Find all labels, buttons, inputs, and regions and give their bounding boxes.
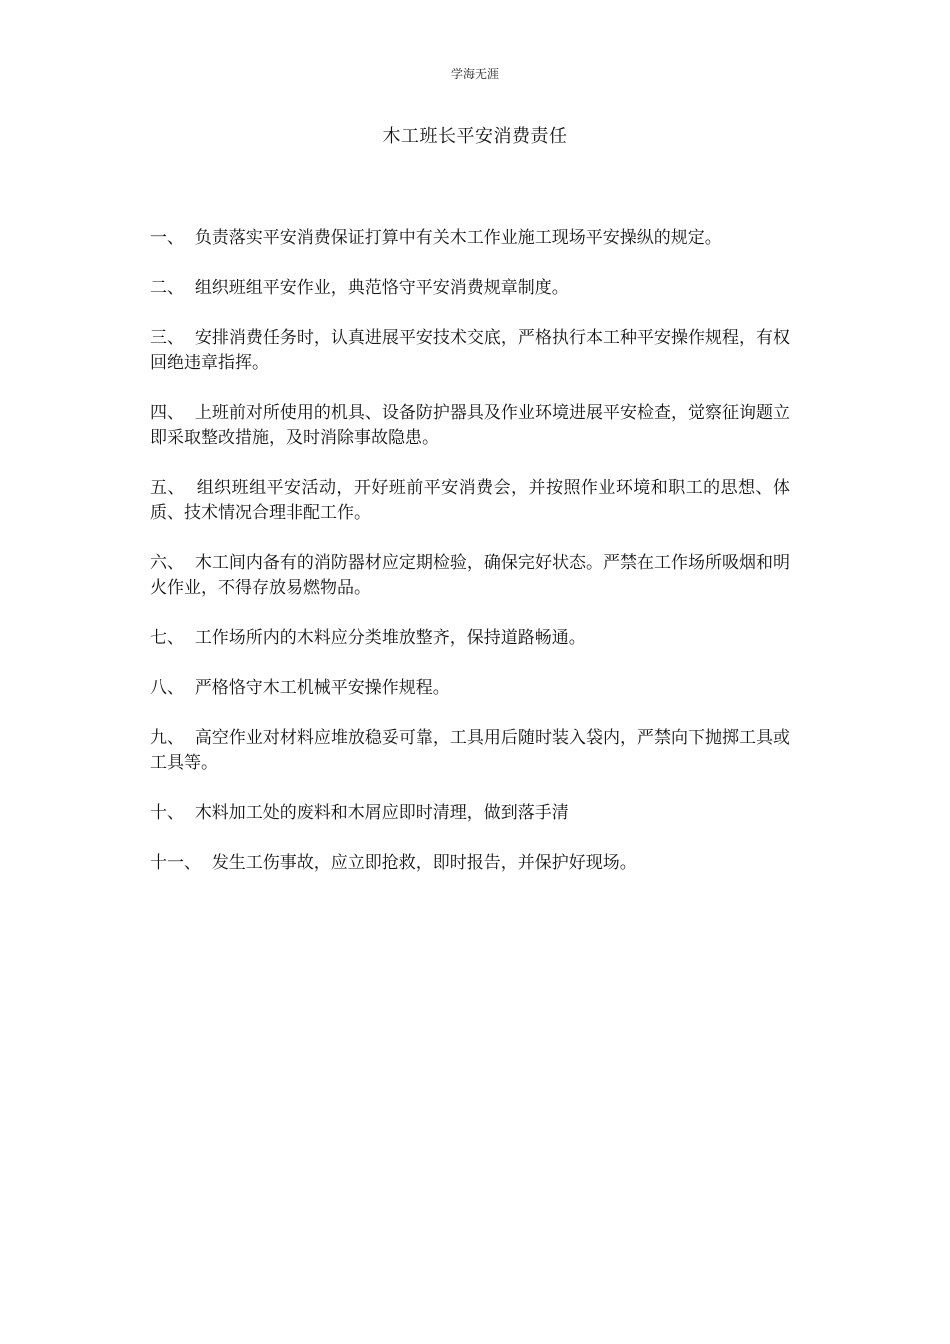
- item-number: 一、: [150, 228, 184, 248]
- page-title: 木工班长平安消费责任: [382, 126, 568, 147]
- item-number: 七、: [150, 628, 184, 648]
- item-number: 五、: [150, 478, 185, 498]
- list-item: [150, 801, 790, 826]
- item-text: 木料加工处的废料和木屑应即时清理，做到落手清: [194, 803, 569, 823]
- item-text: 发生工伤事故，应立即抢救，即时报告，并保护好现场。: [211, 853, 637, 873]
- list-item: [150, 676, 790, 701]
- list-item: [150, 401, 790, 451]
- item-number: 九、: [150, 728, 185, 748]
- list-item: [150, 851, 790, 876]
- item-text: 严格恪守木工机械平安操作规程。: [194, 678, 450, 698]
- item-text: 组织班组平安活动，开好班前平安消费会，并按照作业环境和职工的思想、体质、技术情况合理非配工作。: [150, 478, 791, 523]
- item-number: 十一、: [150, 853, 201, 873]
- responsibility-list: [150, 226, 790, 901]
- list-item: [150, 326, 790, 376]
- item-text: 负责落实平安消费保证打算中有关木工作业施工现场平安操纵的规定。: [194, 228, 722, 248]
- item-number: 十、: [150, 803, 184, 823]
- item-text: 木工间内备有的消防器材应定期检验，确保完好状态。严禁在工作场所吸烟和明火作业，不得存放易燃物品。: [150, 553, 791, 598]
- list-item: [150, 276, 790, 301]
- list-item: [150, 476, 790, 526]
- item-number: 八、: [150, 678, 184, 698]
- list-item: [150, 626, 790, 651]
- item-text: 高空作业对材料应堆放稳妥可靠，工具用后随时装入袋内，严禁向下抛掷工具或工具等。: [150, 728, 791, 773]
- list-item: [150, 226, 790, 251]
- item-number: 三、: [150, 328, 185, 348]
- item-number: 二、: [150, 278, 184, 298]
- item-text: 工作场所内的木料应分类堆放整齐，保持道路畅通。: [194, 628, 586, 648]
- item-text: 组织班组平安作业，典范恪守平安消费规章制度。: [194, 278, 569, 298]
- list-item: [150, 726, 790, 776]
- list-item: [150, 551, 790, 601]
- page-header: 学海无涯: [450, 67, 499, 81]
- item-number: 四、: [150, 403, 185, 423]
- item-number: 六、: [150, 553, 185, 573]
- item-text: 安排消费任务时，认真进展平安技术交底，严格执行本工种平安操作规程，有权回绝违章指挥。: [150, 328, 791, 373]
- item-text: 上班前对所使用的机具、设备防护器具及作业环境进展平安检查，觉察征询题立即采取整改措施，及时消除事故隐患。: [150, 403, 791, 448]
